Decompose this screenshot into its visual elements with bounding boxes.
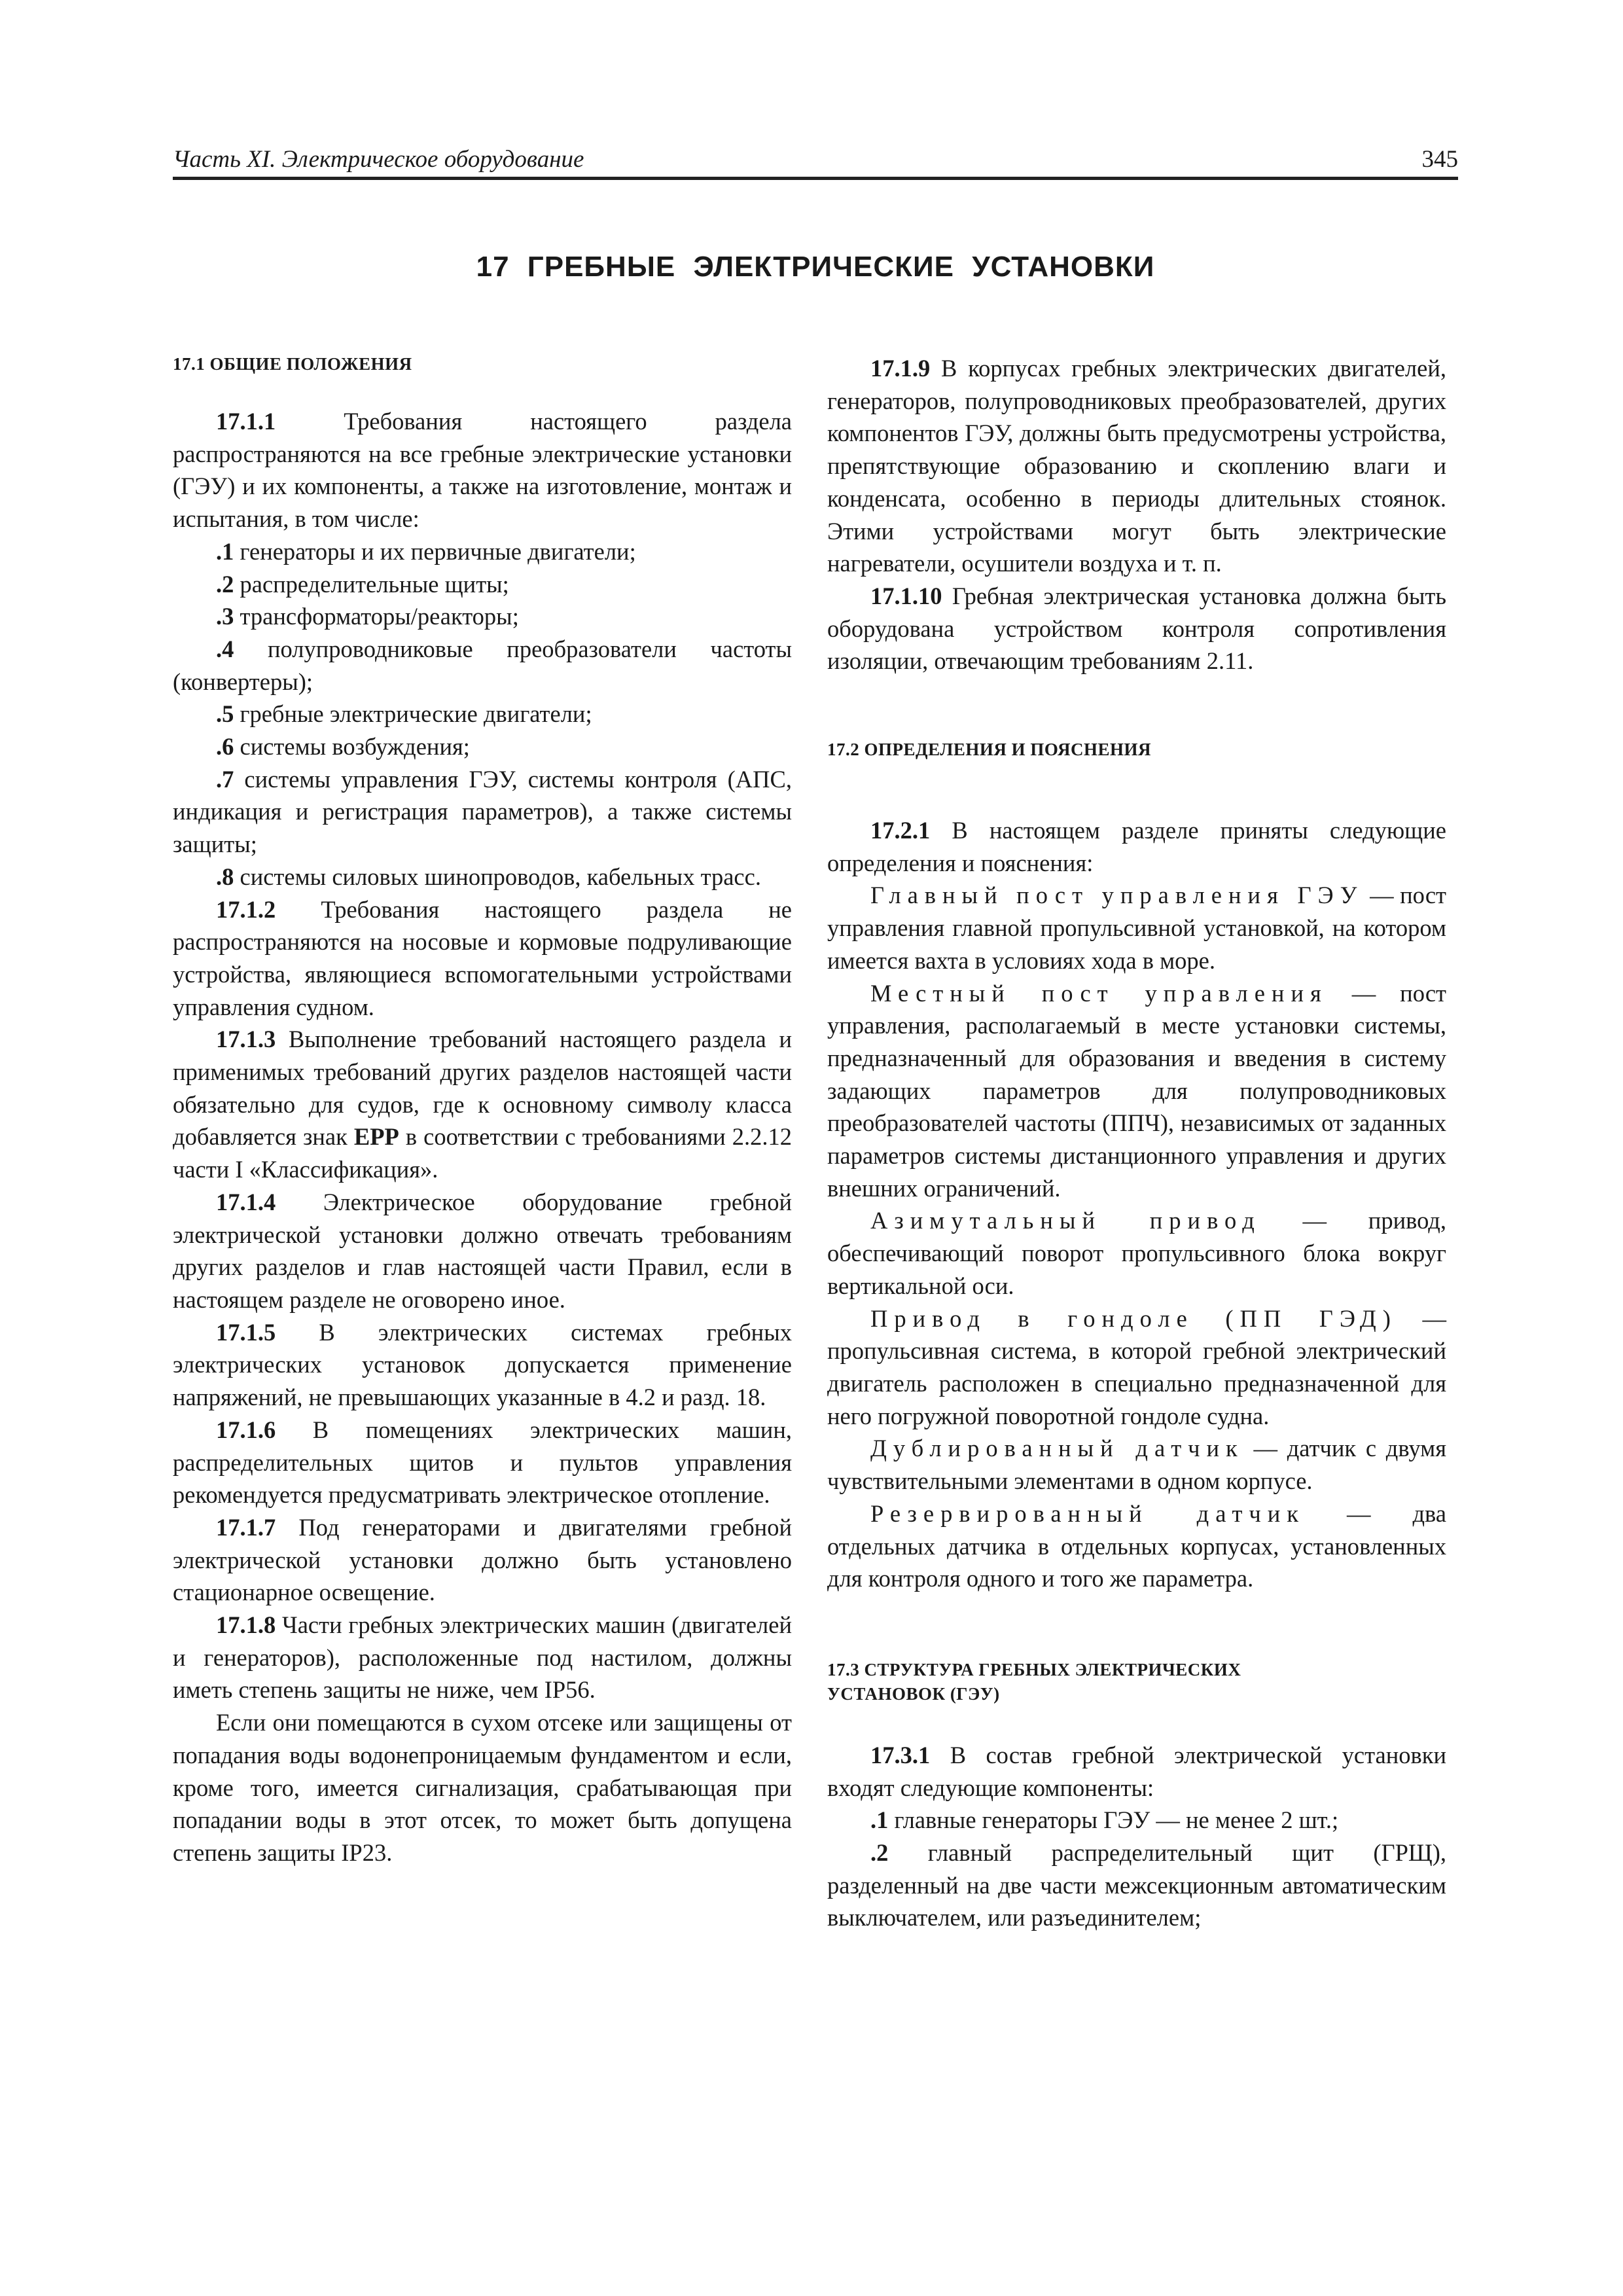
definition-term: Резервированный датчик xyxy=(870,1499,1306,1527)
paragraph-17-1-7: 17.1.7 Под генераторами и двигателями гребной электрической установки должно быть установлено стационарное освещение. xyxy=(173,1513,792,1606)
definition: Местный пост управления — пост управления, располагаемый в месте установки системы, предназначенный для образования и введения в систему задающих параметров для полупроводниковых преобразователей частоты (ППЧ), независимых от заданных параметров системы дистанционного управления и других внешних ограничений. xyxy=(827,979,1446,1202)
header-part-title: Часть XI. Электрическое оборудование xyxy=(173,146,584,173)
paragraph-17-1-8-continued: Если они помещаются в сухом отсеке или защищены от попадания воды водонепроницаемым фундаментом и если, кроме того, имеется сигнализация, срабатывающая при попадании воды в этот отсек, то может быть допущена степень защиты IP23. xyxy=(173,1709,792,1866)
definition-term: Главный пост управления ГЭУ xyxy=(870,882,1364,909)
definition: Главный пост управления ГЭУ — пост управления главной пропульсивной установкой, на котором имеется вахта в условиях хода в море. xyxy=(827,882,1446,974)
paragraph-17-3-1: 17.3.1 В состав гребной электрической установки входят следующие компоненты: xyxy=(827,1741,1446,1801)
definition-term: Азимутальный привод xyxy=(870,1207,1261,1234)
chapter-title: 17 ГРЕБНЫЕ ЭЛЕКТРИЧЕСКИЕ УСТАНОВКИ xyxy=(476,251,1155,283)
list-item: .5 гребные электрические двигатели; xyxy=(216,700,592,728)
definition: Азимутальный привод — привод, обеспечивающий поворот пропульсивного блока вокруг вертикальной оси. xyxy=(827,1207,1446,1299)
list-item: .2 главный распределительный щит (ГРЩ), разделенный на две части межсекционным автоматическим выключателем, или разъединителем; xyxy=(827,1839,1446,1931)
section-heading-17-1: 17.1 ОБЩИЕ ПОЛОЖЕНИЯ xyxy=(173,354,412,374)
paragraph-17-1-10: 17.1.10 Гребная электрическая установка должна быть оборудована устройством контроля сопротивления изоляции, отвечающим требованиям 2.11. xyxy=(827,582,1446,675)
list-item: .6 системы возбуждения; xyxy=(216,733,470,761)
right-column xyxy=(827,352,1446,1934)
paragraph-17-1-8: 17.1.8 Части гребных электрических машин (двигателей и генераторов), расположенные под настилом, должны иметь степень защиты не ниже, чем IP56. xyxy=(173,1611,792,1704)
paragraph-17-1-9: 17.1.9 В корпусах гребных электрических двигателей, генераторов, полупроводниковых преобразователей, других компонентов ГЭУ, должны быть предусмотрены устройства, препятствующие образованию и скоплению влаги и конденсата, особенно в периоды длительных стоянок. Этими устройствами могут быть электрические нагреватели, осушители воздуха и т. п. xyxy=(827,355,1446,577)
list-item: .4 полупроводниковые преобразователи частоты (конвертеры); xyxy=(173,635,792,695)
paragraph-17-1-1: 17.1.1 Требования настоящего раздела распространяются на все гребные электрические установки (ГЭУ) и их компоненты, а также на изготовление, монтаж и испытания, в том числе: xyxy=(173,408,792,533)
definition: Дублированный датчик — датчик с двумя чувствительными элементами в одном корпусе. xyxy=(827,1435,1446,1495)
paragraph-17-2-1: 17.2.1 В настоящем разделе приняты следующие определения и пояснения: xyxy=(827,817,1446,876)
definition: Привод в гондоле (ПП ГЭД) — пропульсивная система, в которой гребной электрический двигатель расположен в специально предназначенной для него погружной поворотной гондоле судна. xyxy=(827,1304,1446,1429)
paragraph-17-1-5: 17.1.5 В электрических системах гребных электрических установок допускается применение напряжений, не превышающих указанные в 4.2 и разд. 18. xyxy=(173,1318,792,1411)
paragraph-17-1-2: 17.1.2 Требования настоящего раздела не распространяются на носовые и кормовые подруливающие устройства, являющиеся вспомогательными устройствами управления судном. xyxy=(173,895,792,1020)
clause-number: 17.1.1 xyxy=(216,408,276,435)
paragraph-17-1-6: 17.1.6 В помещениях электрических машин, распределительных щитов и пультов управления рекомендуется предусматривать электрическое отопление. xyxy=(173,1416,792,1509)
list-item: .8 системы силовых шинопроводов, кабельных трасс. xyxy=(216,863,761,890)
section-heading-17-2: 17.2 ОПРЕДЕЛЕНИЯ И ПОЯСНЕНИЯ xyxy=(827,740,1152,760)
definition-term: Привод в гондоле (ПП ГЭД) xyxy=(870,1304,1397,1332)
class-mark: EPP xyxy=(353,1123,399,1151)
definition: Резервированный датчик — два отдельных датчика в отдельных корпусах, установленных для контроля одного и того же параметра. xyxy=(827,1499,1446,1592)
section-heading-17-3-line2: УСТАНОВОК (ГЭУ) xyxy=(827,1683,1000,1704)
section-heading-17-3: 17.3 СТРУКТУРА ГРЕБНЫХ ЭЛЕКТРИЧЕСКИХ xyxy=(827,1659,1241,1679)
list-item: .1 главные генераторы ГЭУ — не менее 2 шт.; xyxy=(870,1806,1339,1834)
page-number: 345 xyxy=(1421,146,1458,173)
list-item: .7 системы управления ГЭУ, системы контроля (АПС, индикация и регистрация параметров), а также системы защиты; xyxy=(173,765,792,858)
paragraph-17-1-3: 17.1.3 Выполнение требований настоящего раздела и применимых требований других разделов настоящей части обязательно для судов, где к основному символу класса добавляется знак EPP в соответствии с требованиями 2.2.12 части I «Классификация». xyxy=(173,1026,793,1183)
left-column xyxy=(173,352,792,1869)
header-rule xyxy=(173,177,1458,180)
definition-term: Местный пост управления xyxy=(870,979,1328,1007)
list-item: .2 распределительные щиты; xyxy=(216,570,509,598)
list-item: .3 трансформаторы/реакторы; xyxy=(216,603,519,630)
definition-term: Дублированный датчик xyxy=(870,1435,1244,1462)
list-item: .1 генераторы и их первичные двигатели; xyxy=(216,537,636,565)
running-header xyxy=(173,145,1458,179)
paragraph-17-1-4: 17.1.4 Электрическое оборудование гребной электрической установки должно отвечать требованиям других разделов и глав настоящей части Правил, если в настоящем разделе не оговорено иное. xyxy=(173,1188,792,1313)
